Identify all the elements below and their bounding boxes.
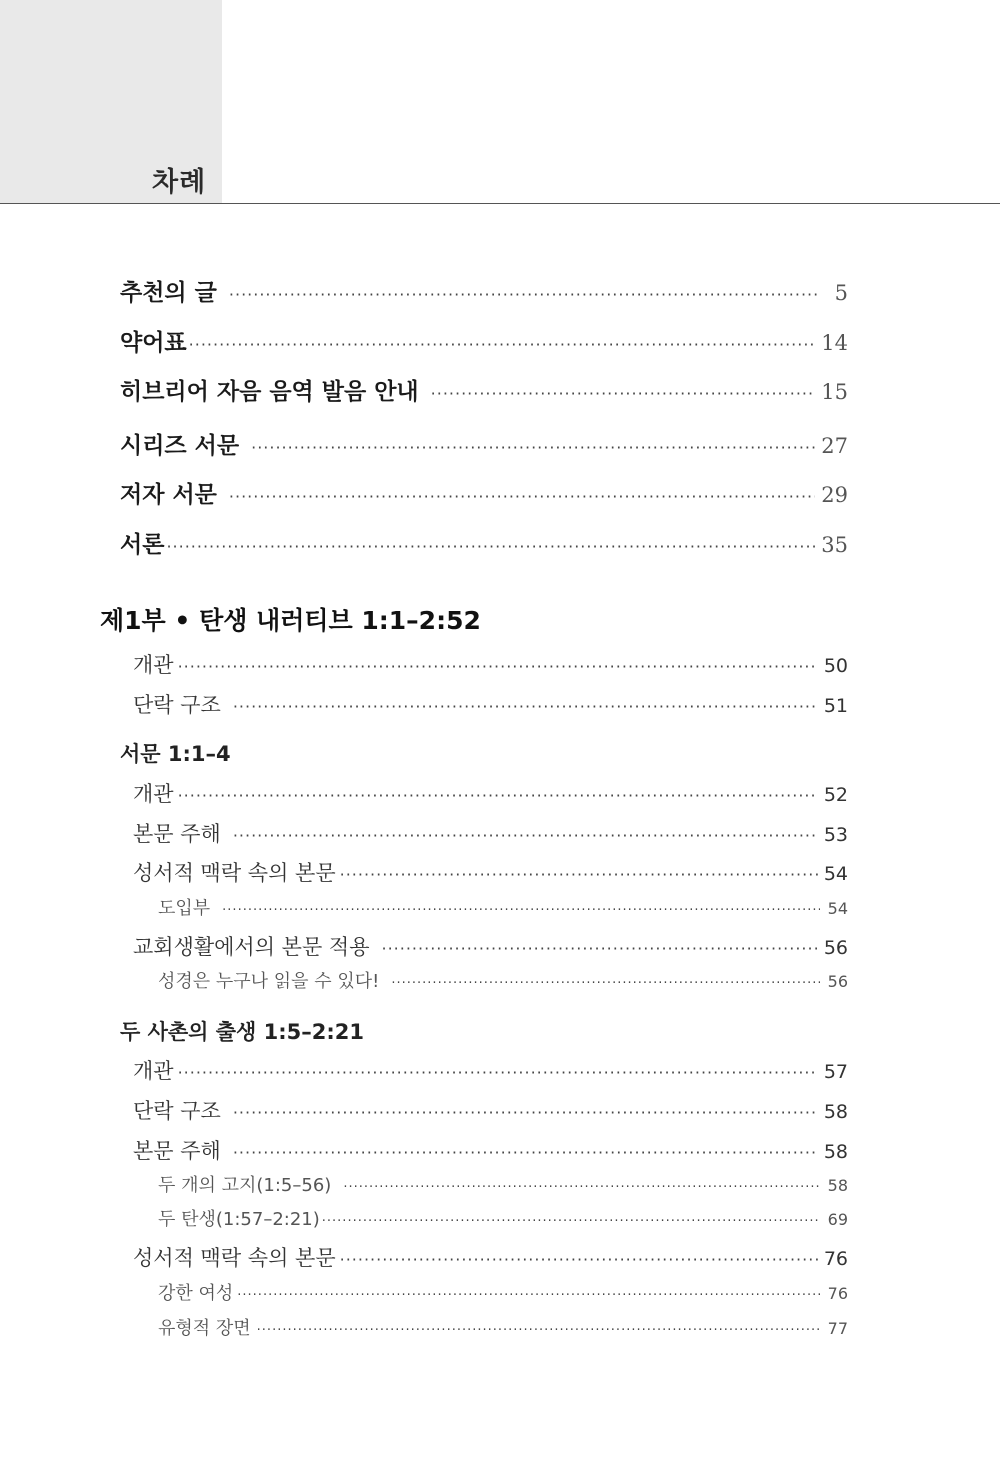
toc-entry-page: 35	[821, 533, 848, 557]
dot-leader	[233, 1103, 818, 1122]
toc-entry-label: 약어표	[120, 330, 187, 356]
toc-entry[interactable]	[158, 1205, 848, 1231]
dot-leader	[222, 903, 820, 918]
toc-entry-label: 도입부	[158, 898, 211, 919]
toc-entry[interactable]	[120, 526, 848, 559]
dot-leader	[431, 384, 816, 403]
toc-entry-page: 76	[823, 1248, 848, 1270]
toc-entry-label: 개관	[133, 1059, 174, 1083]
dot-leader	[229, 487, 815, 506]
toc-entry-page: 69	[827, 1210, 848, 1229]
dot-leader	[391, 976, 820, 991]
dot-leader	[229, 285, 820, 304]
toc-entry-page: 53	[823, 824, 848, 846]
toc-entry-label: 저자 서문	[120, 482, 217, 508]
toc-entry-page: 56	[827, 972, 848, 991]
dot-leader	[178, 1063, 818, 1082]
toc-entry-page: 29	[821, 483, 848, 507]
dot-leader	[189, 335, 816, 354]
toc-entry[interactable]	[133, 818, 848, 848]
toc-entry-label: 유형적 장면	[158, 1318, 251, 1339]
toc-entry[interactable]	[133, 1055, 848, 1085]
toc-entry-page: 54	[823, 863, 848, 885]
toc-entry-page: 50	[823, 655, 848, 677]
dot-leader	[340, 865, 818, 884]
toc-entry-label: 서론	[120, 532, 165, 558]
toc-entry-label: 단락 구조	[133, 693, 221, 717]
toc-entry-label: 두 개의 고지(1:5–56)	[158, 1175, 332, 1196]
toc-entry[interactable]	[133, 1242, 848, 1272]
toc-entry-label: 히브리어 자음 음역 발음 안내	[120, 379, 419, 405]
part-title[interactable]: 제1부 • 탄생 내러티브 1:1–2:52	[100, 606, 481, 635]
toc-entry-page: 58	[823, 1141, 848, 1163]
dot-leader	[166, 537, 815, 556]
toc-entry[interactable]	[133, 689, 848, 719]
toc-entry[interactable]	[158, 1171, 848, 1197]
toc-entry[interactable]	[120, 476, 848, 509]
page-title: 차례	[152, 167, 207, 198]
dot-leader	[257, 1323, 820, 1338]
toc-entry-page: 56	[823, 937, 848, 959]
dot-leader	[382, 939, 818, 958]
toc-entry-label: 개관	[133, 782, 174, 806]
toc-entry-label: 교회생활에서의 본문 적용	[133, 935, 370, 959]
toc-entry-label: 개관	[133, 653, 174, 677]
toc-entry-label: 시리즈 서문	[120, 433, 240, 459]
dot-leader	[340, 1250, 818, 1269]
dot-leader	[322, 1214, 820, 1229]
section-title[interactable]: 두 사촌의 출생 1:5–2:21	[120, 1020, 365, 1044]
toc-entry-page: 77	[827, 1319, 848, 1338]
toc-entry-label: 두 탄생(1:57–2:21)	[158, 1209, 320, 1230]
dot-leader	[178, 786, 818, 805]
toc-entry-label: 본문 주해	[133, 1139, 221, 1163]
dot-leader	[251, 438, 815, 457]
dot-leader	[233, 697, 818, 716]
dot-leader	[343, 1180, 820, 1195]
dot-leader	[233, 826, 818, 845]
dot-leader	[237, 1288, 820, 1303]
toc-entry-page: 57	[823, 1061, 848, 1083]
section-title[interactable]: 서문 1:1–4	[120, 742, 231, 766]
toc-entry[interactable]	[158, 894, 848, 920]
toc-entry-page: 54	[827, 899, 848, 918]
toc-entry[interactable]	[133, 931, 848, 961]
toc-entry-page: 58	[823, 1101, 848, 1123]
toc-entry[interactable]	[120, 324, 848, 357]
toc-entry-page: 51	[823, 695, 848, 717]
toc-entry-page: 52	[823, 784, 848, 806]
toc-entry-label: 추천의 글	[120, 280, 217, 306]
toc-entry[interactable]	[133, 857, 848, 887]
dot-leader	[233, 1143, 818, 1162]
toc-entry-page: 27	[821, 434, 848, 458]
toc-entry[interactable]	[133, 649, 848, 679]
toc-entry[interactable]	[133, 1095, 848, 1125]
toc-entry-page: 14	[821, 331, 848, 355]
toc-entry[interactable]	[120, 373, 848, 406]
toc-entry-label: 성경은 누구나 읽을 수 있다!	[158, 971, 380, 992]
toc-entry-label: 본문 주해	[133, 822, 221, 846]
toc-entry[interactable]	[120, 274, 848, 307]
toc-entry[interactable]	[158, 1279, 848, 1305]
header-divider	[0, 203, 1000, 204]
toc-entry-label: 단락 구조	[133, 1099, 221, 1123]
toc-entry-label: 성서적 맥락 속의 본문	[133, 861, 336, 885]
toc-entry[interactable]	[120, 427, 848, 460]
toc-entry-label: 성서적 맥락 속의 본문	[133, 1246, 336, 1270]
toc-entry-label: 강한 여성	[158, 1283, 234, 1304]
toc-entry-page: 76	[827, 1284, 848, 1303]
toc-entry[interactable]	[158, 1314, 848, 1340]
toc-entry[interactable]	[158, 967, 848, 993]
toc-entry-page: 15	[821, 380, 848, 404]
dot-leader	[178, 657, 818, 676]
toc-entry[interactable]	[133, 1135, 848, 1165]
toc-entry-page: 5	[834, 281, 848, 305]
toc-entry-page: 58	[827, 1176, 848, 1195]
toc-entry[interactable]	[133, 778, 848, 808]
